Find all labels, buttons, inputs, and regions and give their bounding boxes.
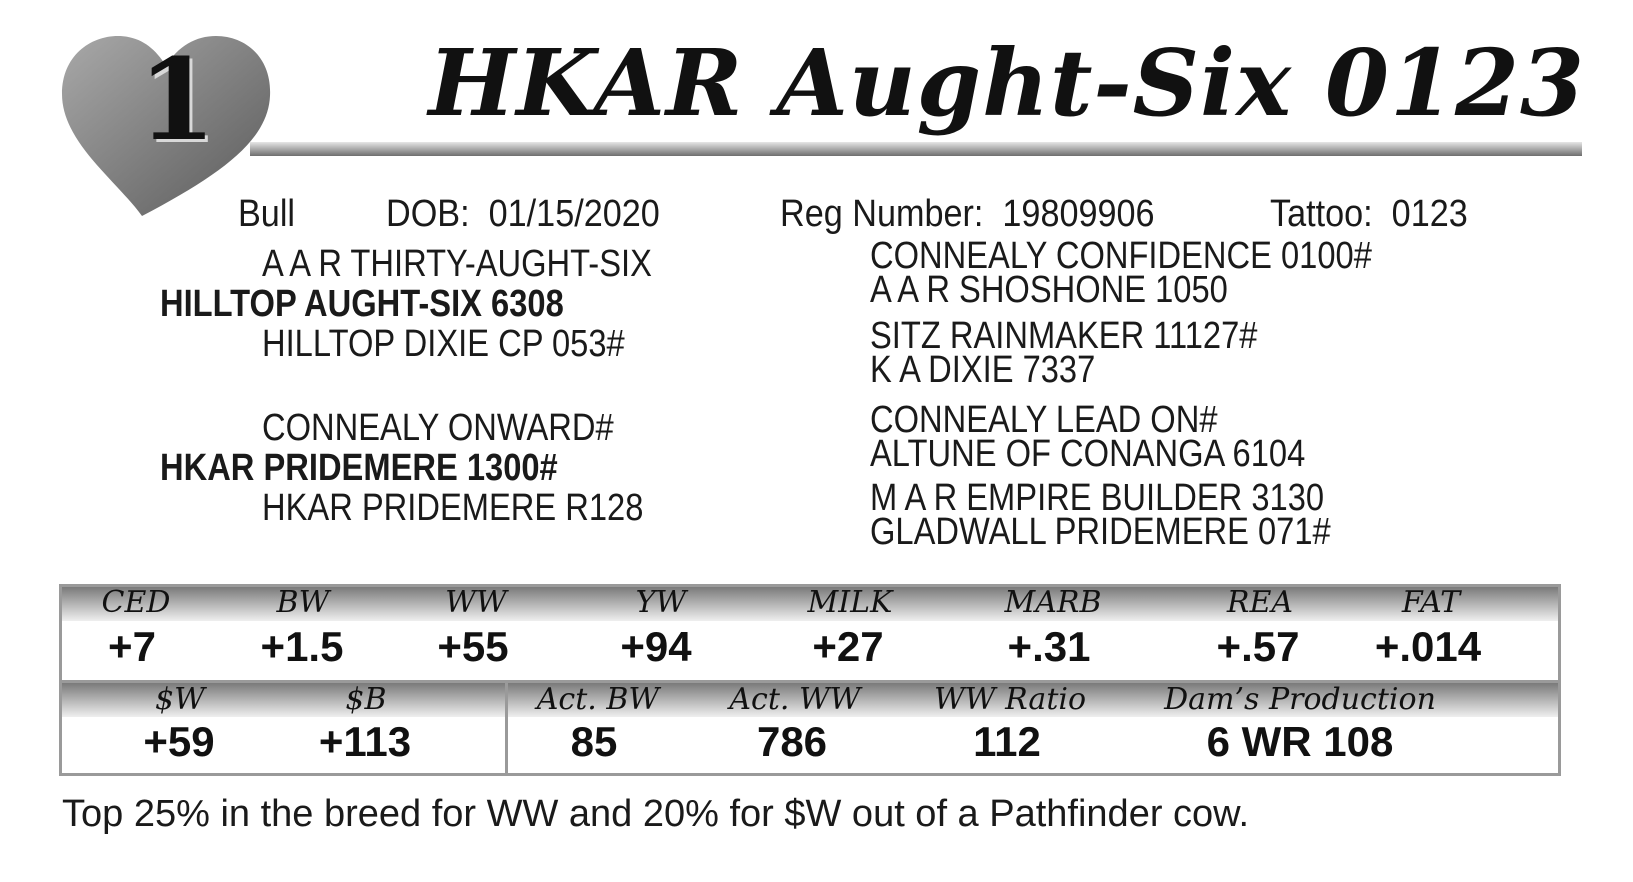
tattoo-value: 0123 [1391, 193, 1468, 235]
epd-value: +.31 [1007, 623, 1091, 670]
reg-value: 19809906 [1002, 193, 1155, 235]
epd-label: REA [1226, 585, 1294, 620]
epd-value: +1.5 [260, 623, 344, 670]
epd-value: +.014 [1374, 623, 1482, 670]
pedigree-ggp: CONNEALY LEAD ON# [870, 399, 1218, 441]
pedigree-ggp: A A R SHOSHONE 1050 [870, 269, 1228, 311]
dob-field [386, 190, 660, 238]
pedigree-dam: HKAR PRIDEMERE 1300# [160, 447, 558, 489]
lot-number: 1 [138, 35, 216, 166]
index-label: Act. WW [729, 682, 861, 717]
index-label: Dam’s Production [1164, 682, 1436, 717]
epd-value: +.57 [1216, 623, 1300, 670]
epd-value: +27 [812, 623, 884, 670]
index-label: $W [155, 682, 205, 717]
index-value: 786 [756, 718, 828, 765]
epd-label: WW [445, 585, 507, 620]
epd-value: +55 [437, 623, 509, 670]
epd-table [59, 584, 1561, 776]
epd-label: CED [101, 585, 171, 620]
pedigree-sire: HILLTOP AUGHT-SIX 6308 [160, 283, 564, 325]
pedigree-ggp: SITZ RAINMAKER 11127# [870, 315, 1258, 357]
pedigree-ggp: CONNEALY CONFIDENCE 0100# [870, 235, 1372, 277]
reg-field [780, 190, 1155, 238]
epd-value: +7 [108, 623, 156, 670]
pedigree-sire-dam: HILLTOP DIXIE CP 053# [262, 323, 625, 365]
index-label: $B [345, 682, 387, 717]
pedigree-sire-sire: A A R THIRTY-AUGHT-SIX [262, 243, 652, 285]
epd-label: YW [635, 585, 687, 620]
pedigree-ggp: ALTUNE OF CONANGA 6104 [870, 433, 1306, 475]
index-label: Act. BW [536, 682, 660, 717]
epd-value: +94 [620, 623, 692, 670]
animal-name: HKAR Aught-Six 0123 [428, 29, 1585, 137]
index-value: 6 WR 108 [1206, 718, 1394, 765]
animal-sex: Bull [238, 193, 296, 235]
epd-label: MILK [807, 585, 893, 620]
epd-label: MARB [1004, 585, 1102, 620]
pedigree-dam-sire: CONNEALY ONWARD# [262, 407, 614, 449]
index-value: +113 [318, 718, 412, 765]
lot-note: Top 25% in the breed for WW and 20% for $W out of a Pathfinder cow. [62, 793, 1250, 835]
pedigree-ggp: K A DIXIE 7337 [870, 349, 1096, 391]
index-value: +59 [143, 718, 215, 765]
epd-label: FAT [1401, 585, 1461, 620]
dob-label: DOB: [386, 193, 470, 235]
reg-label: Reg Number: [780, 193, 984, 235]
index-value: 85 [570, 718, 618, 765]
index-value: 112 [973, 718, 1041, 765]
dob-value: 01/15/2020 [488, 193, 660, 235]
pedigree-dam-dam: HKAR PRIDEMERE R128 [262, 487, 644, 529]
index-column-divider [505, 683, 508, 775]
epd-label: BW [276, 585, 330, 620]
index-label: WW Ratio [933, 682, 1087, 717]
tattoo-field [1270, 190, 1468, 238]
pedigree-ggp: GLADWALL PRIDEMERE 071# [870, 511, 1331, 553]
tattoo-label: Tattoo: [1270, 193, 1373, 235]
pedigree-ggp: M A R EMPIRE BUILDER 3130 [870, 477, 1325, 519]
